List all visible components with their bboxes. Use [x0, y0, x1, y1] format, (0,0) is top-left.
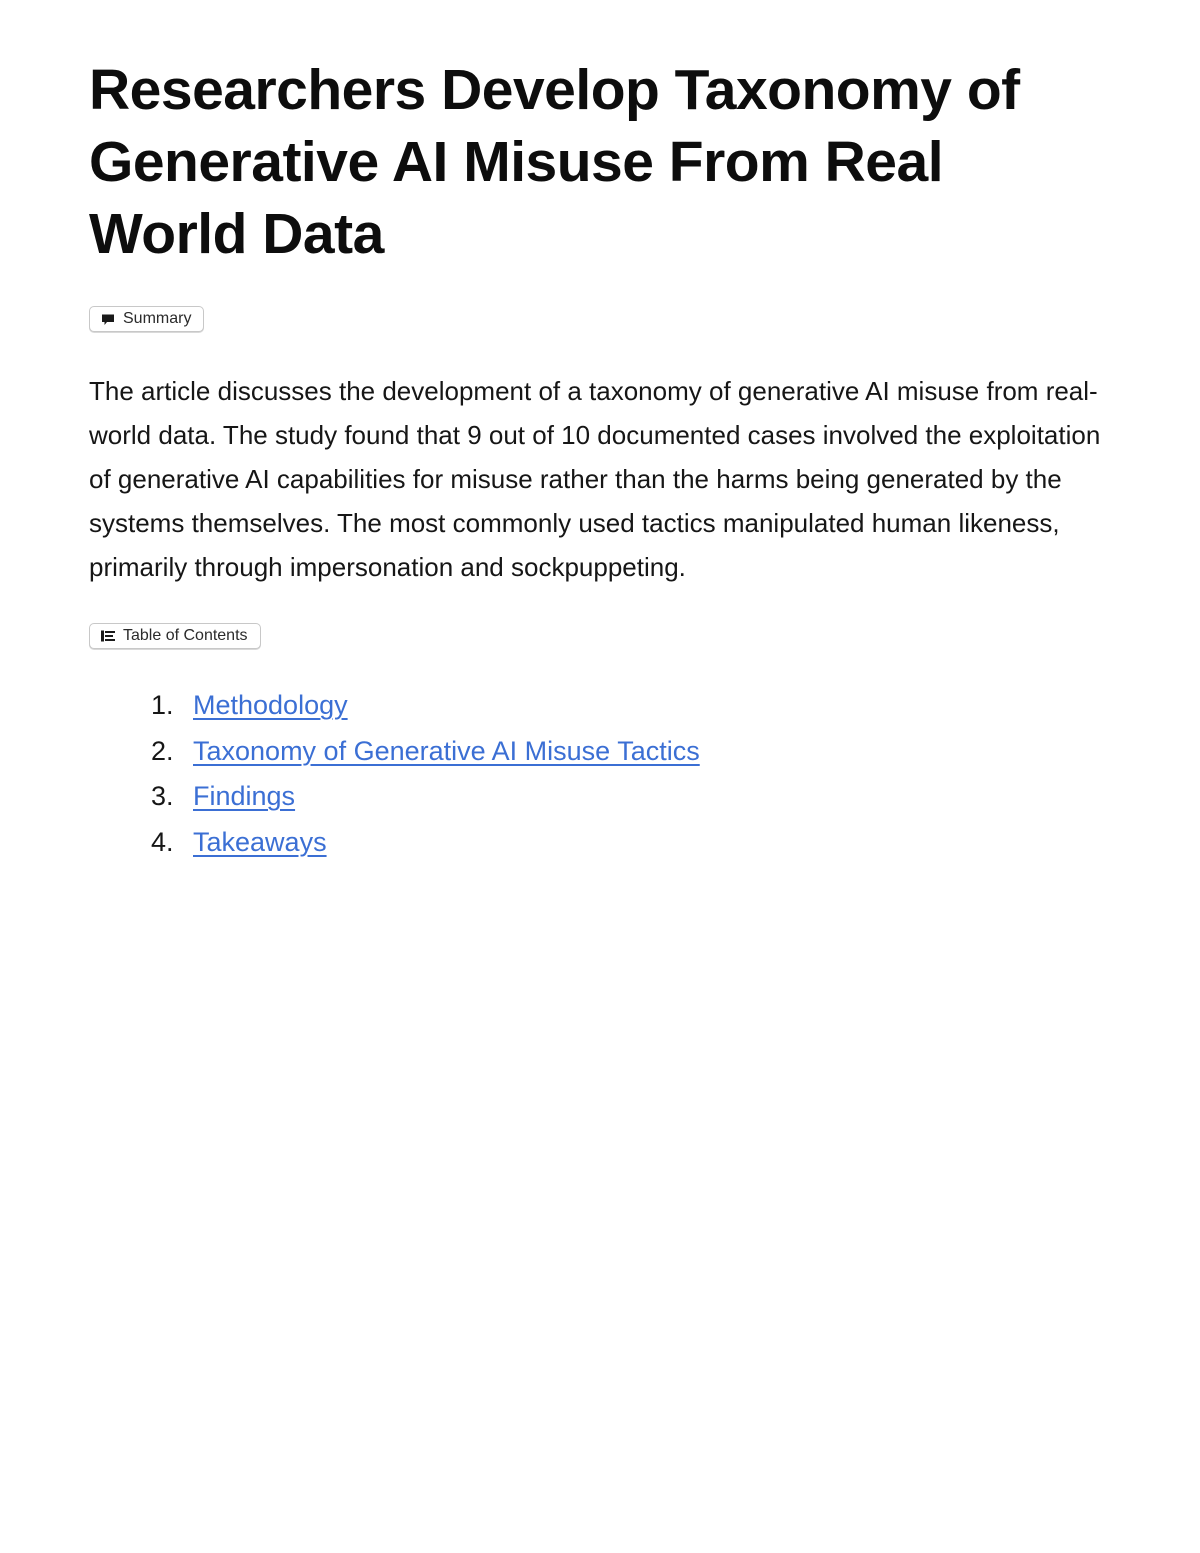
list-item	[151, 820, 1119, 866]
table-of-contents-chip[interactable]	[89, 623, 261, 649]
list-icon	[100, 629, 115, 644]
speech-bubble-icon	[100, 312, 115, 327]
summary-chip[interactable]	[89, 306, 204, 332]
table-of-contents-chip-label: Table of Contents	[123, 627, 248, 644]
list-item-number: 3.	[151, 781, 174, 811]
list-item-number: 2.	[151, 735, 174, 766]
toc-link-takeaways[interactable]: Takeaways	[193, 826, 327, 857]
list-item-number: 4.	[151, 826, 174, 857]
table-of-contents-list	[89, 683, 1119, 865]
list-item-number: 1.	[151, 690, 174, 720]
list-item	[151, 683, 1119, 729]
toc-link-methodology[interactable]: Methodology	[193, 690, 348, 720]
summary-chip-label: Summary	[123, 310, 192, 327]
toc-link-findings[interactable]: Findings	[193, 781, 296, 811]
list-item	[151, 729, 1119, 775]
summary-paragraph: The article discusses the development of a taxonomy of generative AI misuse from real-world data. The study found that 9 out of 10 documented cases involved the exploitation of generative AI capabilities for misuse rather than the harms being generated by the systems themselves. The most commonly used tactics manipulated human likeness, primarily through impersonation and sockpuppeting.	[89, 376, 1101, 582]
page-title: Researchers Develop Taxonomy of Generative AI Misuse From Real World Data	[89, 58, 1020, 266]
list-item	[151, 774, 1119, 820]
document-page	[89, 54, 1119, 865]
toc-link-taxonomy[interactable]: Taxonomy of Generative AI Misuse Tactics	[193, 735, 700, 766]
